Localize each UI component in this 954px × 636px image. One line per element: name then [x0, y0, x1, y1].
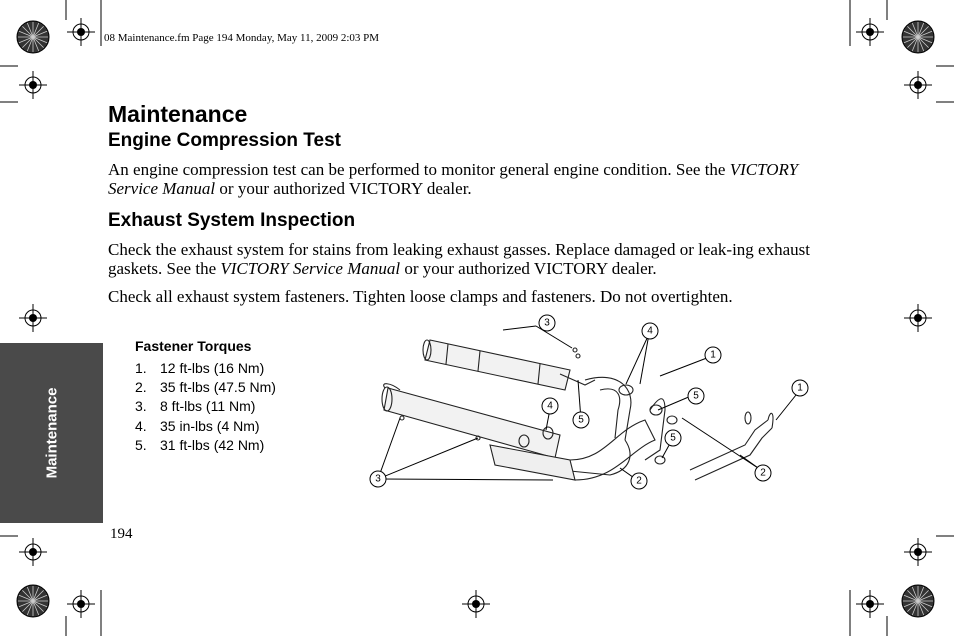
- callout-label: 5: [670, 432, 676, 444]
- registration-starburst-bl: [17, 585, 49, 617]
- registration-starburst-tl: [17, 21, 49, 53]
- torque-title: Fastener Torques: [135, 338, 252, 354]
- compression-heading: Engine Compression Test: [108, 130, 341, 151]
- torque-list: [135, 359, 276, 455]
- page-title: Maintenance: [108, 101, 248, 127]
- torque-item: 4. 35 in-lbs (4 Nm): [135, 417, 260, 434]
- callout-label: 5: [693, 390, 699, 402]
- compression-paragraph: An engine compression test can be performed to monitor general engine condition. See the VICTORY Service Manual or your authorized VICTORY dealer.: [108, 160, 799, 198]
- torque-item: 1. 12 ft-lbs (16 Nm): [135, 360, 265, 376]
- service-manual-ref: VICTORY Service Manual: [108, 160, 799, 198]
- callout-label: 1: [710, 349, 716, 361]
- registration-starburst-br: [902, 585, 934, 617]
- callout-label: 1: [797, 382, 803, 394]
- registration-starburst-tr: [902, 21, 934, 53]
- callout-label: 3: [375, 473, 381, 485]
- file-info-header: 08 Maintenance.fm Page 194 Monday, May 11, 2009 2:03 PM: [104, 32, 380, 44]
- page-number: 194: [110, 526, 133, 542]
- exhaust-heading: Exhaust System Inspection: [108, 210, 356, 231]
- service-manual-ref: VICTORY Service Manual: [220, 259, 401, 278]
- callout-label: 4: [647, 325, 653, 337]
- exhaust-system-diagram: [360, 310, 820, 500]
- callout-label: 2: [636, 475, 642, 487]
- side-tab-label: Maintenance: [43, 387, 60, 479]
- callout-label: 4: [547, 400, 553, 412]
- torque-item: 2. 35 ft-lbs (47.5 Nm): [135, 379, 276, 396]
- torque-item: 3. 8 ft-lbs (11 Nm): [135, 398, 256, 415]
- callout-label: 3: [544, 317, 550, 329]
- exhaust-paragraph-1: Check the exhaust system for stains from leaking exhaust gasses. Replace damaged or leak-ing exhaust gaskets. See the VICTORY Service Manual or your authorized VICTORY dealer.: [108, 240, 810, 278]
- section-side-tab: [0, 343, 103, 523]
- callout-label: 5: [578, 414, 584, 426]
- exhaust-paragraph-2: Check all exhaust system fasteners. Tighten loose clamps and fasteners. Do not overtighten.: [108, 287, 733, 306]
- callout-label: 2: [760, 467, 766, 479]
- torque-item: 5. 31 ft-lbs (42 Nm): [135, 436, 265, 453]
